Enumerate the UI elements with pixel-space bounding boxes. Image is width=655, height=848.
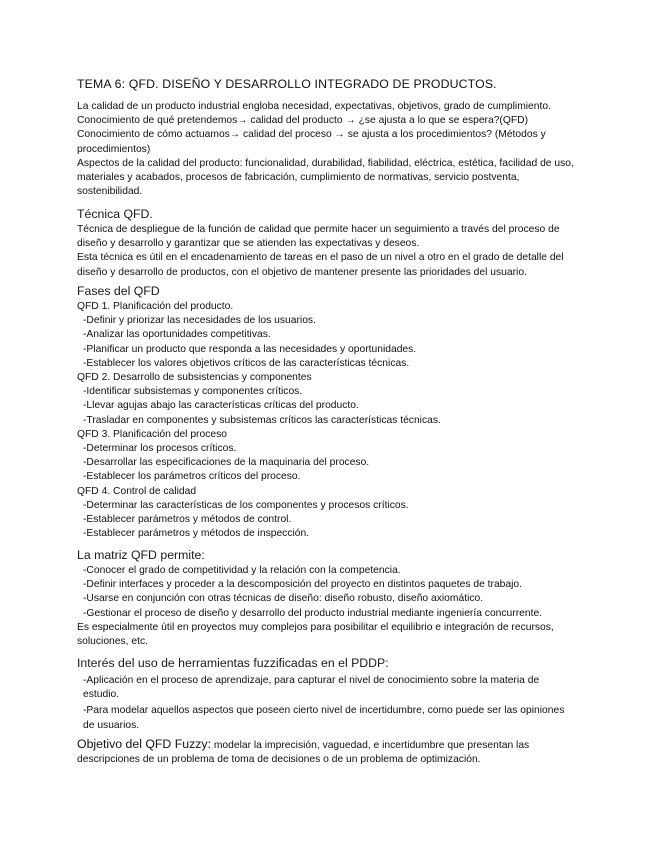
intro-line-3: Conocimiento de cómo actuamos→ calidad del proceso → se ajusta a los procedimientos? (Métodos y procedimientos) xyxy=(77,129,546,155)
fase-1-item: -Definir y priorizar las necesidades de los usuarios. xyxy=(83,315,316,327)
tecnica-line-2: Esta técnica es útil en el encadenamiento de tareas en el paso de un nivel a otro en el grado de detalle del diseño y desarrollo de productos, con el objetivo de mantener presente las prioridades del usuario. xyxy=(77,252,564,278)
fase-3-title: QFD 3. Planificación del proceso xyxy=(77,428,227,440)
tecnica-section xyxy=(77,206,577,280)
fase-1-title: QFD 1. Planificación del producto. xyxy=(77,301,234,312)
objetivo-paragraph xyxy=(77,737,577,767)
page-title: TEMA 6: QFD. DISEÑO Y DESARROLLO INTEGRADO DE PRODUCTOS. xyxy=(77,77,497,91)
fase-4-title: QFD 4. Control de calidad xyxy=(77,485,197,497)
fase-2-item: -Llevar agujas abajo las características críticas del producto. xyxy=(83,400,359,412)
tecnica-heading: Técnica QFD. xyxy=(77,207,153,221)
fase-1-item: -Planificar un producto que responda a las necesidades y oportunidades. xyxy=(83,343,417,355)
intro-section xyxy=(77,100,577,199)
fases-section xyxy=(77,283,577,541)
fase-1-item: -Analizar las oportunidades competitivas. xyxy=(83,329,271,341)
fuzzy-heading: Interés del uso de herramientas fuzzificadas en el PDDP: xyxy=(77,656,389,670)
fase-4-item: -Establecer parámetros y métodos de control. xyxy=(83,514,292,526)
matriz-note: Es especialmente útil en proyectos muy complejos para posibilitar el equilibrio e integración de recursos, soluciones, etc. xyxy=(77,621,554,648)
objetivo-text: modelar la imprecisión, vaguedad, e incertidumbre que presentan las descripciones de un problema de toma de decisiones o de un problema de optimización. xyxy=(77,740,530,766)
intro-line-2: Conocimiento de qué pretendemos→ calidad del producto → ¿se ajusta a lo que se espera?(QFD) xyxy=(77,115,529,127)
fase-3-item: -Determinar los procesos críticos. xyxy=(83,443,237,455)
fases-heading: Fases del QFD xyxy=(77,284,160,298)
objetivo-section xyxy=(77,737,577,767)
tecnica-line-1: Técnica de despliegue de la función de calidad que permite hacer un seguimiento a través del proceso de diseño y desarrollo y garantizar que se atienden las expectativas y deseos. xyxy=(77,224,560,250)
fase-4-item: -Determinar las características de los componentes y procesos críticos. xyxy=(83,499,409,511)
matriz-item: -Conocer el grado de competitividad y la relación con la competencia. xyxy=(83,565,401,576)
matriz-item: -Usarse en conjunción con otras técnicas de diseño: diseño robusto, diseño axiomático. xyxy=(83,593,484,605)
fase-2-item: -Trasladar en componentes y subsistemas críticos las características técnicas. xyxy=(83,414,441,426)
fuzzy-item: -Aplicación en el proceso de aprendizaje, para capturar el nivel de conocimiento sobre la materia de estudio. xyxy=(83,675,540,701)
fase-3-item: -Desarrollar las especificaciones de la maquinaria del proceso. xyxy=(83,457,370,469)
matriz-section xyxy=(77,547,577,649)
fase-3-item: -Establecer los parámetros críticos del proceso. xyxy=(83,471,301,483)
objetivo-heading: Objetivo del QFD Fuzzy: xyxy=(77,737,211,751)
fase-2-item: -Identificar subsistemas y componentes críticos. xyxy=(83,386,303,398)
matriz-heading: La matriz QFD permite: xyxy=(77,548,205,562)
fase-4-item: -Establecer parámetros y métodos de inspección. xyxy=(83,528,310,540)
matriz-item: -Definir interfaces y proceder a la descomposición del proyecto en distintos paquetes de trabajo. xyxy=(83,579,523,591)
intro-line-1: La calidad de un producto industrial engloba necesidad, expectativas, objetivos, grado de cumplimiento. xyxy=(77,101,551,112)
intro-line-4: Aspectos de la calidad del producto: funcionalidad, durabilidad, fiabilidad, eléctrica, estética, facilidad de uso, materiales y acabados, procesos de fabricación, cumplimiento de normativas, servicio postventa, sostenibilidad. xyxy=(77,157,574,198)
fase-1-item: -Establecer los valores objetivos críticos de las características técnicas. xyxy=(83,357,410,369)
fuzzy-section xyxy=(77,655,577,733)
fase-2-title: QFD 2. Desarrollo de subsistencias y componentes xyxy=(77,372,312,384)
fuzzy-item: -Para modelar aquellos aspectos que poseen cierto nivel de incertidumbre, como puede ser las opiniones de usuarios. xyxy=(83,705,565,731)
matriz-item: -Gestionar el proceso de diseño y desarrollo del producto industrial mediante ingeniería concurrente. xyxy=(83,607,543,619)
